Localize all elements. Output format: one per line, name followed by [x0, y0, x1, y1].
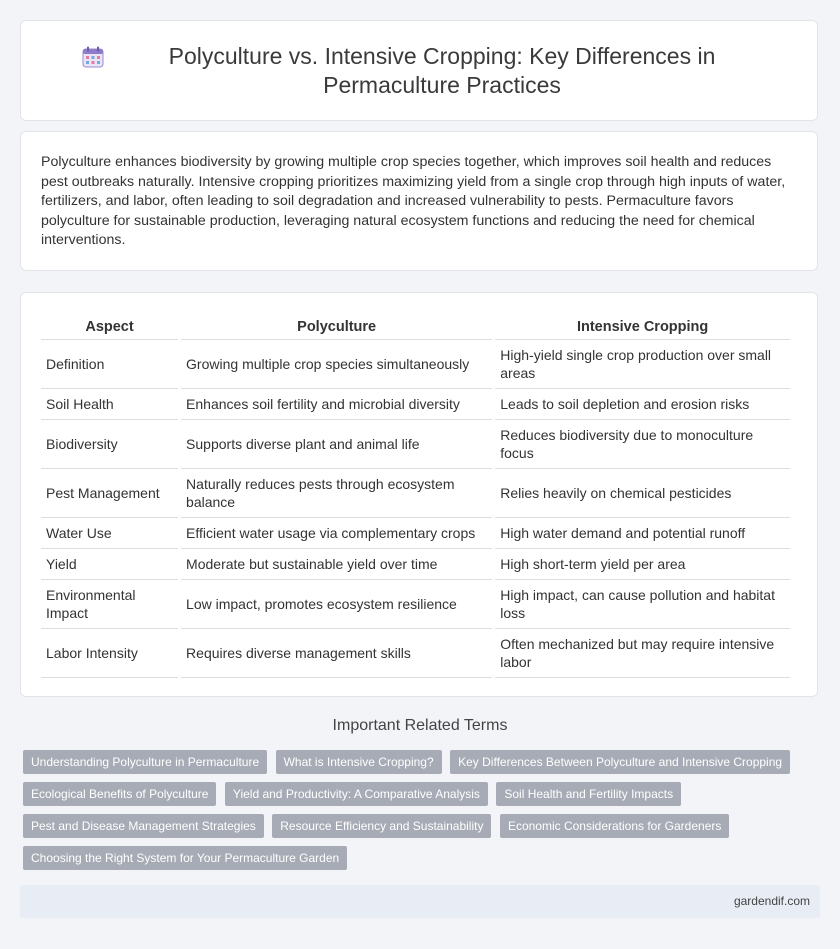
table-cell: Yield — [41, 549, 178, 580]
related-term-tag[interactable]: Key Differences Between Polyculture and Intensive Cropping — [450, 750, 790, 774]
footer-site-link[interactable]: gardendif.com — [733, 894, 810, 908]
table-cell: Growing multiple crop species simultaneously — [181, 340, 492, 389]
table-cell: Soil Health — [41, 389, 178, 420]
table-cell: High water demand and potential runoff — [495, 518, 790, 549]
table-row — [41, 549, 790, 580]
table-cell: Water Use — [41, 518, 178, 549]
related-term-tag[interactable]: Soil Health and Fertility Impacts — [496, 782, 681, 806]
table-cell: Enhances soil fertility and microbial diversity — [181, 389, 492, 420]
table-cell: Leads to soil depletion and erosion risks — [495, 389, 790, 420]
page-title: Polyculture vs. Intensive Cropping: Key Differences in Permaculture Practices — [168, 42, 716, 98]
table-cell: Requires diverse management skills — [181, 629, 492, 678]
table-cell: Relies heavily on chemical pesticides — [495, 469, 790, 518]
related-term-tag[interactable]: Understanding Polyculture in Permaculture — [23, 750, 267, 774]
table-row — [41, 340, 790, 389]
table-cell: Labor Intensity — [41, 629, 178, 678]
table-cell: Environmental Impact — [41, 580, 178, 629]
table-cell: Moderate but sustainable yield over time — [181, 549, 492, 580]
calendar-icon — [81, 45, 105, 69]
related-term-tag[interactable]: Ecological Benefits of Polyculture — [23, 782, 216, 806]
footer — [20, 885, 820, 918]
related-term-tag[interactable]: Pest and Disease Management Strategies — [23, 814, 264, 838]
column-header-polyculture: Polyculture — [181, 314, 492, 340]
comparison-table — [38, 314, 793, 678]
table-row — [41, 580, 790, 629]
table-row — [41, 420, 790, 469]
intro-text: Polyculture enhances biodiversity by growing multiple crop species together, which improves soil health and reduces pest outbreaks naturally. Intensive cropping prioritizes maximizing yield from a single crop through high inputs of water, fertilizers, and labor, often leading to soil degradation and increased vulnerability to pests. Permaculture favors polyculture for sustainable production, leveraging natural ecosystem functions and reducing the need for chemical interventions. — [41, 154, 786, 249]
table-row — [41, 629, 790, 678]
table-cell: Efficient water usage via complementary crops — [181, 518, 492, 549]
table-row — [41, 469, 790, 518]
header-card — [20, 20, 818, 121]
column-header-aspect: Aspect — [41, 314, 178, 340]
table-cell: Often mechanized but may require intensive labor — [495, 629, 790, 678]
comparison-table-card — [20, 292, 818, 697]
related-term-tag[interactable]: What is Intensive Cropping? — [276, 750, 442, 774]
related-terms-list — [23, 750, 803, 878]
table-cell: High-yield single crop production over small areas — [495, 340, 790, 389]
table-row — [41, 518, 790, 549]
table-cell: Biodiversity — [41, 420, 178, 469]
table-cell: High impact, can cause pollution and habitat loss — [495, 580, 790, 629]
table-cell: Naturally reduces pests through ecosystem balance — [181, 469, 492, 518]
related-term-tag[interactable]: Choosing the Right System for Your Permaculture Garden — [23, 846, 347, 870]
related-term-tag[interactable]: Yield and Productivity: A Comparative Analysis — [225, 782, 488, 806]
column-header-intensive-cropping: Intensive Cropping — [495, 314, 790, 340]
table-cell: Low impact, promotes ecosystem resilience — [181, 580, 492, 629]
table-row — [41, 389, 790, 420]
related-terms-heading: Important Related Terms — [332, 717, 508, 734]
table-cell: Reduces biodiversity due to monoculture focus — [495, 420, 790, 469]
intro-card — [20, 131, 818, 271]
related-term-tag[interactable]: Economic Considerations for Gardeners — [500, 814, 729, 838]
table-header-row — [41, 314, 790, 340]
table-cell: Definition — [41, 340, 178, 389]
table-cell: Pest Management — [41, 469, 178, 518]
table-cell: High short-term yield per area — [495, 549, 790, 580]
related-term-tag[interactable]: Resource Efficiency and Sustainability — [272, 814, 491, 838]
table-cell: Supports diverse plant and animal life — [181, 420, 492, 469]
